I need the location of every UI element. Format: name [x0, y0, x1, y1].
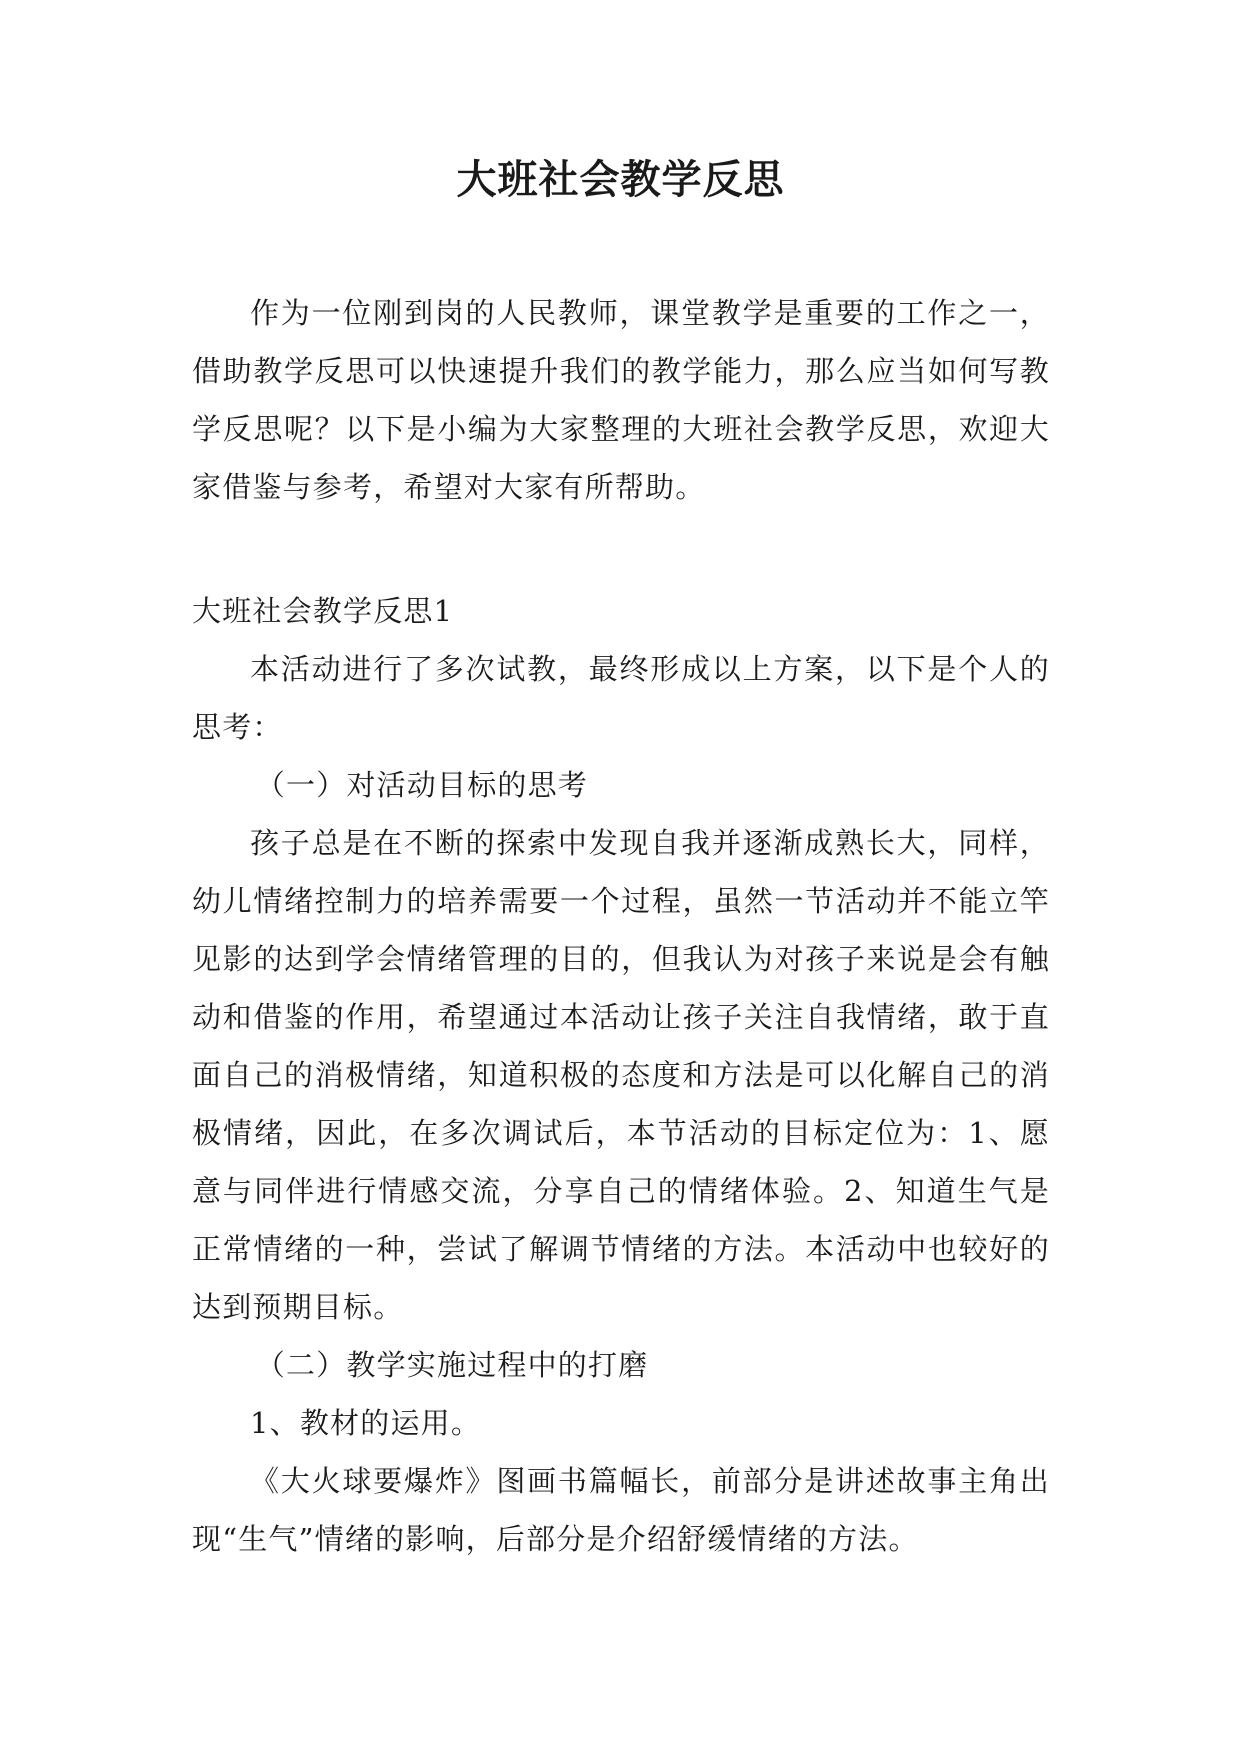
subheading-process: （二）教学实施过程中的打磨 [255, 1348, 649, 1382]
section-block [192, 582, 1050, 1568]
paragraph-intro-thoughts: 本活动进行了多次试教，最终形成以上方案，以下是个人的思考： [192, 652, 1050, 744]
document-title: 大班社会教学反思 [456, 157, 785, 203]
intro-block [192, 284, 1050, 516]
subheading-materials: 1、教材的运用。 [250, 1406, 482, 1440]
intro-paragraph: 作为一位刚到岗的人民教师，课堂教学是重要的工作之一，借助教学反思可以快速提升我们的教学能力，那么应当如何写教学反思呢？以下是小编为大家整理的大班社会教学反思，欢迎大家借鉴与参考，希望对大家有所帮助。 [192, 296, 1050, 504]
paragraph-goals: 孩子总是在不断的探索中发现自我并逐渐成熟长大，同样，幼儿情绪控制力的培养需要一个过程，虽然一节活动并不能立竿见影的达到学会情绪管理的目的，但我认为对孩子来说是会有触动和借鉴的作用，希望通过本活动让孩子关注自我情绪，敢于直面自己的消极情绪，知道积极的态度和方法是可以化解自己的消极情绪，因此，在多次调试后，本节活动的目标定位为：1、愿意与同伴进行情感交流，分享自己的情绪体验。2、知道生气是正常情绪的一种，尝试了解调节情绪的方法。本活动中也较好的达到预期目标。 [192, 826, 1050, 1324]
section-heading: 大班社会教学反思1 [192, 594, 454, 628]
subheading-goals: （一）对活动目标的思考 [255, 768, 588, 802]
paragraph-materials: 《大火球要爆炸》图画书篇幅长，前部分是讲述故事主角出现“生气”情绪的影响，后部分是介绍舒缓情绪的方法。 [192, 1464, 1050, 1556]
